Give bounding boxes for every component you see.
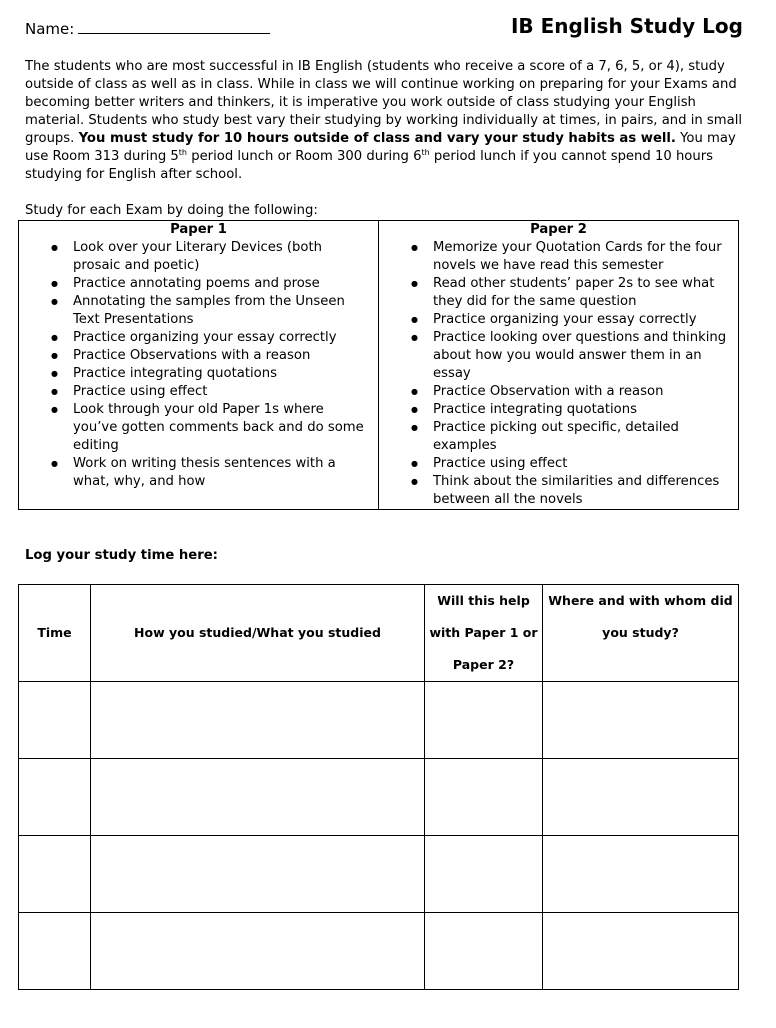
column-header-where: Where and with whom did you study? [543, 585, 739, 682]
log-body [19, 682, 739, 990]
intro-text: The students who are most successful in IB English (students who receive a score of a 7, 6, 5, or 4), study outside of class as well as in class. While in class we will continue working on preparing for your Exams and becoming better writers and thinkers, it is imperative you work outside of class studying your English material. Students who study best vary their studying by working individually at times, in pairs, and in small groups. [25, 59, 743, 146]
log-row [19, 913, 739, 990]
log-cell-paper[interactable] [425, 913, 543, 990]
intro-text: period lunch if you cannot spend 10 hours studying for English after school. [25, 149, 714, 182]
paper2-heading: Paper 2 [379, 221, 739, 240]
paper1-study-item: ● Practice Observations with a reason [73, 347, 372, 365]
log-cell-time[interactable] [19, 759, 91, 836]
study-instructions-label: Study for each Exam by doing the following: [25, 203, 318, 218]
paper2-list [379, 239, 738, 509]
log-cell-how[interactable] [91, 913, 425, 990]
name-blank-line[interactable] [78, 19, 270, 34]
log-cell-time[interactable] [19, 682, 91, 759]
log-cell-how[interactable] [91, 759, 425, 836]
paper2-study-item: ● Practice picking out specific, detailed examples [433, 419, 732, 455]
intro-requirement: You must study for 10 hours outside of class and vary your study habits as well. [78, 131, 676, 146]
paper2-study-item: ● Read other students’ paper 2s to see what they did for the same question [433, 275, 732, 311]
intro-paragraph [25, 58, 747, 184]
log-row [19, 682, 739, 759]
column-header-how: How you studied/What you studied [91, 585, 425, 682]
paper1-heading: Paper 1 [19, 221, 379, 240]
log-cell-time[interactable] [19, 913, 91, 990]
column-header-paper: Will this help with Paper 1 or Paper 2? [425, 585, 543, 682]
log-cell-how[interactable] [91, 836, 425, 913]
paper2-study-item: ● Practice looking over questions and thinking about how you would answer them in an essay [433, 329, 732, 383]
name-field [25, 19, 270, 38]
log-section-label: Log your study time here: [25, 548, 218, 563]
study-log-table [18, 584, 739, 990]
ordinal-suffix: th [421, 148, 430, 157]
paper2-study-item: ● Memorize your Quotation Cards for the four novels we have read this semester [433, 239, 732, 275]
paper1-column [19, 239, 379, 510]
log-cell-time[interactable] [19, 836, 91, 913]
paper1-study-item: ● Practice organizing your essay correctly [73, 329, 372, 347]
log-cell-where[interactable] [543, 682, 739, 759]
paper1-study-item: ● Annotating the samples from the Unseen Text Presentations [73, 293, 372, 329]
paper1-study-item: ● Look over your Literary Devices (both prosaic and poetic) [73, 239, 372, 275]
paper1-study-item: ● Look through your old Paper 1s where you’ve gotten comments back and do some editing [73, 401, 372, 455]
log-row [19, 759, 739, 836]
paper2-study-item: ● Think about the similarities and differences between all the novels [433, 473, 732, 509]
log-cell-where[interactable] [543, 759, 739, 836]
log-cell-where[interactable] [543, 913, 739, 990]
paper2-column [379, 239, 739, 510]
paper1-study-item: ● Practice annotating poems and prose [73, 275, 372, 293]
paper1-study-item: ● Practice using effect [73, 383, 372, 401]
intro-text: You may use Room 313 during 5 [25, 131, 736, 164]
paper2-study-item: ● Practice using effect [433, 455, 732, 473]
log-cell-paper[interactable] [425, 836, 543, 913]
log-cell-where[interactable] [543, 836, 739, 913]
paper-study-table [18, 220, 739, 510]
paper2-study-item: ● Practice Observation with a reason [433, 383, 732, 401]
log-cell-paper[interactable] [425, 682, 543, 759]
column-header-time: Time [19, 585, 91, 682]
log-cell-paper[interactable] [425, 759, 543, 836]
paper2-study-item: ● Practice integrating quotations [433, 401, 732, 419]
log-cell-how[interactable] [91, 682, 425, 759]
log-row [19, 836, 739, 913]
ordinal-suffix: th [178, 148, 187, 157]
paper1-study-item: ● Work on writing thesis sentences with a what, why, and how [73, 455, 372, 491]
paper1-list [19, 239, 378, 491]
intro-text: period lunch or Room 300 during 6 [187, 149, 422, 164]
paper1-study-item: ● Practice integrating quotations [73, 365, 372, 383]
page-title: IB English Study Log [510, 14, 743, 38]
name-label: Name: [25, 20, 75, 38]
paper2-study-item: ● Practice organizing your essay correctly [433, 311, 732, 329]
header [25, 14, 743, 44]
